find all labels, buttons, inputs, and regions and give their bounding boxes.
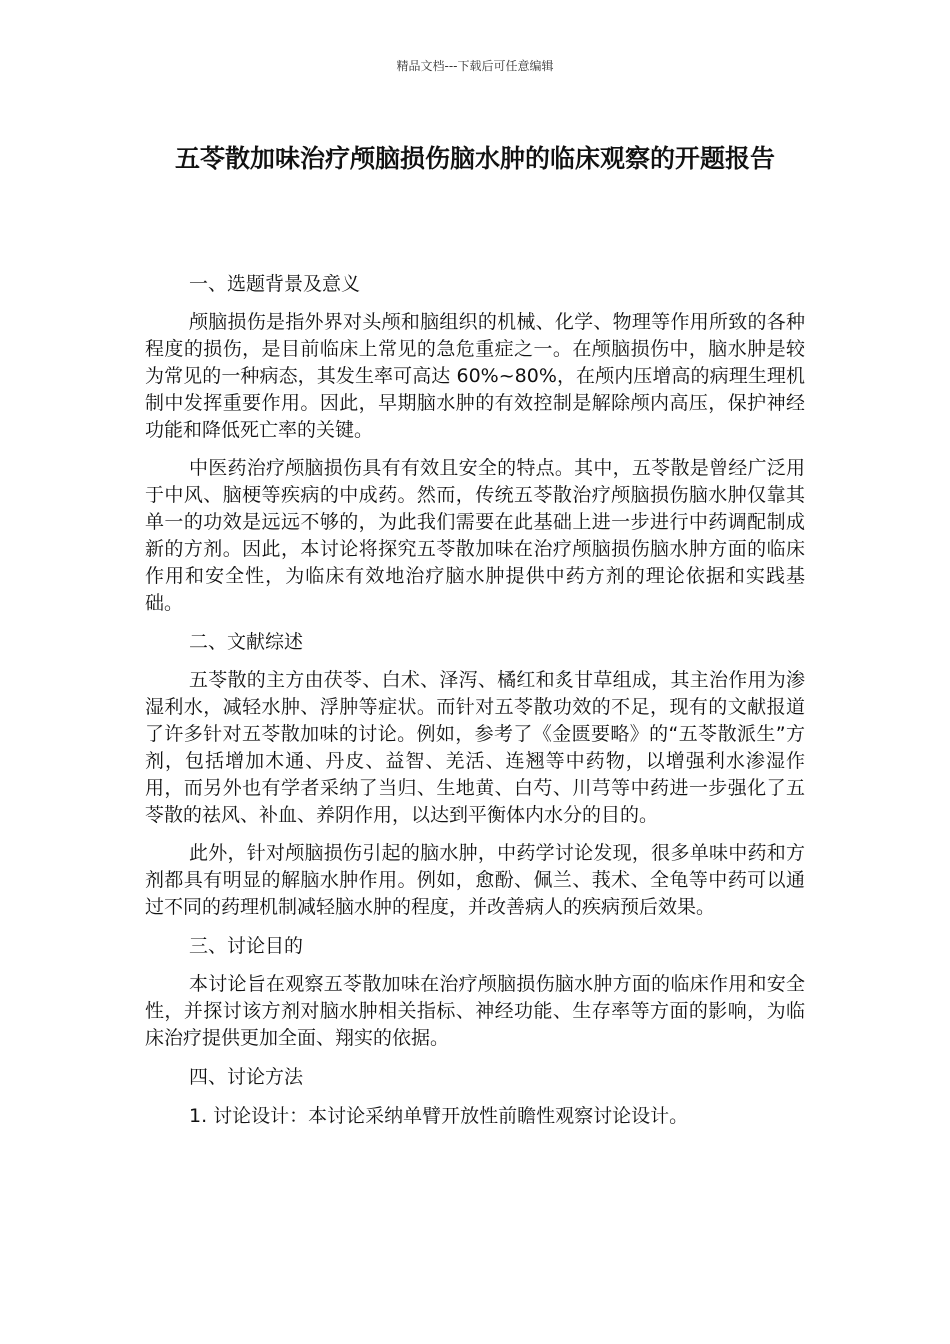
header-note: 精品文档---下载后可任意编辑	[396, 59, 554, 73]
document-body	[145, 270, 805, 1130]
list-item: 1. 讨论设计：本讨论采纳单臂开放性前瞻性观察讨论设计。	[189, 1105, 689, 1127]
paragraph: 颅脑损伤是指外界对头颅和脑组织的机械、化学、物理等作用所致的各种程度的损伤，是目前临床上常见的急危重症之一。在颅脑损伤中，脑水肿是较为常见的一种病态，其发生率可高达 60%~80%，在颅内压增高的病理生理机制中发挥重要作用。因此，早期脑水肿的有效控制是解除颅内高压，保护神经功能和降低死亡率的关键。	[145, 311, 805, 441]
section-heading-literature: 二、文献综述	[189, 631, 304, 653]
paragraph: 中医药治疗颅脑损伤具有有效且安全的特点。其中，五苓散是曾经广泛用于中风、脑梗等疾病的中成药。然而，传统五苓散治疗颅脑损伤脑水肿仅靠其单一的功效是远远不够的，为此我们需要在此基础上进一步进行中药调配制成新的方剂。因此，本讨论将探究五苓散加味在治疗颅脑损伤脑水肿方面的临床作用和安全性，为临床有效地治疗脑水肿提供中药方剂的理论依据和实践基础。	[145, 457, 805, 614]
paragraph: 本讨论旨在观察五苓散加味在治疗颅脑损伤脑水肿方面的临床作用和安全性，并探讨该方剂对脑水肿相关指标、神经功能、生存率等方面的影响，为临床治疗提供更加全面、翔实的依据。	[145, 973, 805, 1049]
paragraph: 五苓散的主方由茯苓、白术、泽泻、橘红和炙甘草组成，其主治作用为渗湿利水，减轻水肿、浮肿等症状。而针对五苓散功效的不足，现有的文献报道了许多针对五苓散加味的讨论。例如，参考了《金匮要略》的“五苓散派生”方剂，包括增加木通、丹皮、益智、羌活、连翘等中药物，以增强利水渗湿作用，而另外也有学者采纳了当归、生地黄、白芍、川芎等中药进一步强化了五苓散的祛风、补血、养阴作用，以达到平衡体内水分的目的。	[145, 669, 805, 826]
section-heading-purpose: 三、讨论目的	[189, 935, 304, 957]
document-title: 五苓散加味治疗颅脑损伤脑水肿的临床观察的开题报告	[174, 144, 775, 173]
section-heading-methods: 四、讨论方法	[189, 1066, 304, 1088]
paragraph: 此外，针对颅脑损伤引起的脑水肿，中药学讨论发现，很多单味中药和方剂都具有明显的解脑水肿作用。例如，愈酚、佩兰、莪术、全龟等中药可以通过不同的药理机制减轻脑水肿的程度，并改善病人的疾病预后效果。	[145, 842, 805, 918]
section-heading-background: 一、选题背景及意义	[189, 273, 361, 295]
